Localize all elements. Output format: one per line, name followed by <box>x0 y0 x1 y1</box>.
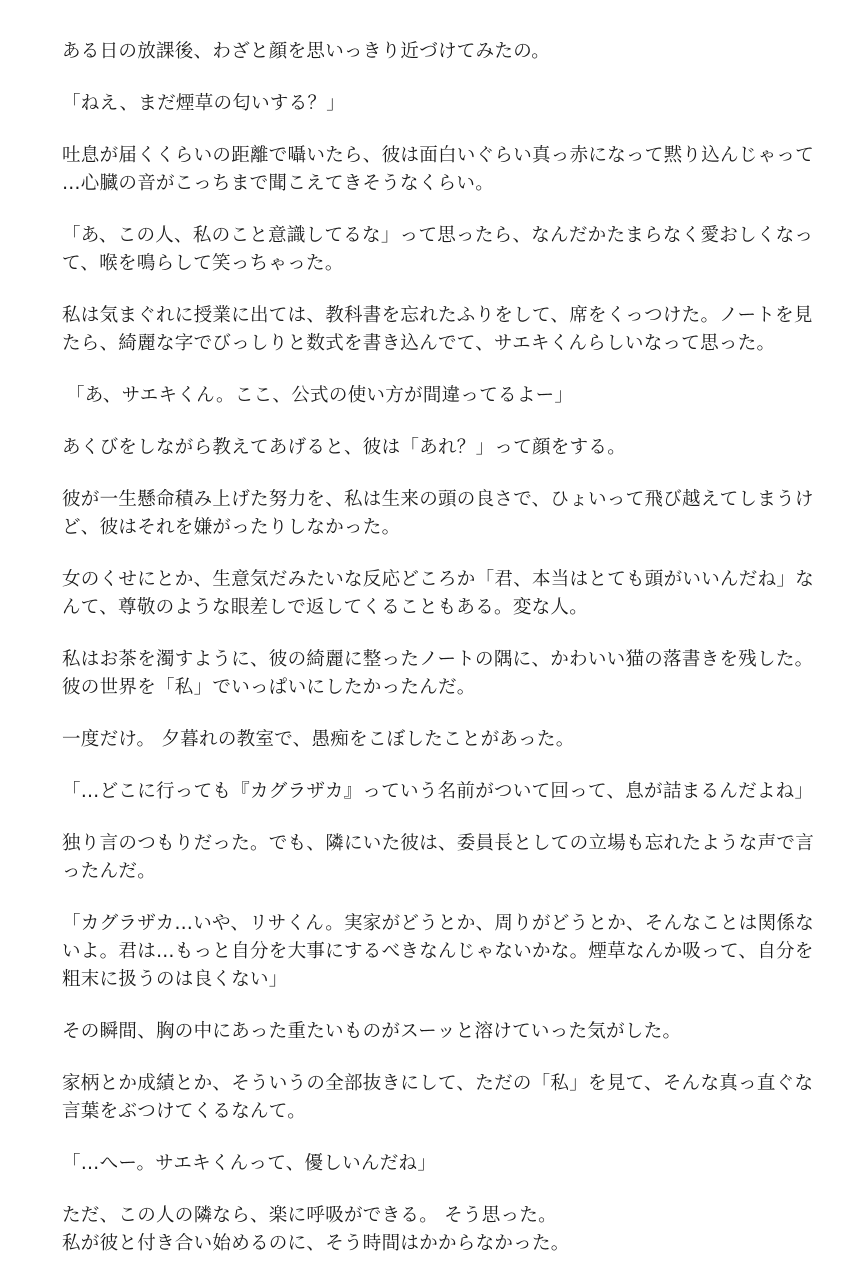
paragraph <box>62 726 792 754</box>
paragraph <box>62 142 815 198</box>
paragraph <box>62 222 814 278</box>
paragraph <box>62 382 792 410</box>
paragraph <box>62 90 792 118</box>
paragraph <box>62 566 815 622</box>
paragraph <box>62 910 815 994</box>
text-line: 粗末に扱うのは良くない」 <box>62 969 288 990</box>
paragraph <box>62 486 814 542</box>
paragraph <box>62 1018 792 1046</box>
text-line: 「…どこに行っても『カグラザカ』っていう名前がついて回って、息が詰まるんだよね」 <box>62 781 814 802</box>
text-line: 独り言のつもりだった。でも、隣にいた彼は、委員長としての立場も忘れたような声で言 <box>62 833 815 854</box>
text-line: 一度だけ。 夕暮れの教室で、愚痴をこぼしたことがあった。 <box>62 729 575 750</box>
paragraph <box>62 434 792 462</box>
text-line: ただ、この人の隣なら、楽に呼吸ができる。 そう思った。 <box>62 1205 557 1226</box>
text-line: その瞬間、胸の中にあった重たいものがスーッと溶けていった気がした。 <box>62 1021 682 1042</box>
text-line: …心臓の音がこっちまで聞こえてきそうなくらい。 <box>62 173 495 194</box>
text-line: んて、尊敬のような眼差しで返してくることもある。変な人。 <box>62 597 589 618</box>
text-line: たら、綺麗な字でびっしりと数式を書き込んでて、サエキくんらしいなって思った。 <box>62 333 776 354</box>
document-page <box>62 38 815 1282</box>
text-line: 家柄とか成績とか、そういうの全部抜きにして、ただの「私」を見て、そんな真っ直ぐな <box>62 1073 814 1094</box>
text-line: いよ。君は…もっと自分を大事にするべきなんじゃないかな。煙草なんか吸って、自分を <box>62 941 814 962</box>
paragraph <box>62 830 815 886</box>
paragraph <box>62 778 814 806</box>
text-line: 彼が一生懸命積み上げた努力を、私は生来の頭の良さで、ひょいって飛び越えてしまうけ <box>62 489 814 510</box>
text-line: て、喉を鳴らして笑っちゃった。 <box>62 253 344 274</box>
text-line: 「ねえ、まだ煙草の匂いする？」 <box>62 93 346 114</box>
text-line: ど、彼はそれを嫌がったりしなかった。 <box>62 517 401 538</box>
text-line: 私は気まぐれに授業に出ては、教科書を忘れたふりをして、席をくっつけた。ノートを見 <box>62 305 813 326</box>
text-line: 女のくせにとか、生意気だみたいな反応どころか「君、本当はとても頭がいいんだね」な <box>62 569 815 590</box>
text-line: あくびをしながら教えてあげると、彼は「あれ？」って顔をする。 <box>62 437 627 458</box>
text-line: 「あ、サエキくん。ここ、公式の使い方が間違ってるよー」 <box>66 385 574 406</box>
text-line: 私はお茶を濁すように、彼の綺麗に整ったノートの隅に、かわいい猫の落書きを残した。 <box>62 649 814 670</box>
text-line: 彼の世界を「私」でいっぱいにしたかったんだ。 <box>62 677 476 698</box>
text-line: 「あ、この人、私のこと意識してるな」って思ったら、なんだかたまらなく愛おしくなっ <box>62 225 814 246</box>
paragraph <box>62 38 792 66</box>
paragraph <box>62 646 814 702</box>
paragraph <box>62 1202 792 1258</box>
text-line: 私が彼と付き合い始めるのに、そう時間はかからなかった。 <box>62 1233 570 1254</box>
text-line: ある日の放課後、わざと顔を思いっきり近づけてみたの。 <box>62 41 551 62</box>
text-line: 吐息が届くくらいの距離で囁いたら、彼は面白いぐらい真っ赤になって黙り込んじゃって <box>62 145 815 166</box>
paragraph <box>62 1070 814 1126</box>
text-line: 「…へー。サエキくんって、優しいんだね」 <box>62 1153 437 1174</box>
paragraph <box>62 302 813 358</box>
paragraph <box>62 1150 792 1178</box>
text-line: 「カグラザカ…いや、リサくん。実家がどうとか、周りがどうとか、そんなことは関係な <box>62 913 815 934</box>
text-line: ったんだ。 <box>62 861 157 882</box>
text-line: 言葉をぶつけてくるなんて。 <box>62 1101 307 1122</box>
